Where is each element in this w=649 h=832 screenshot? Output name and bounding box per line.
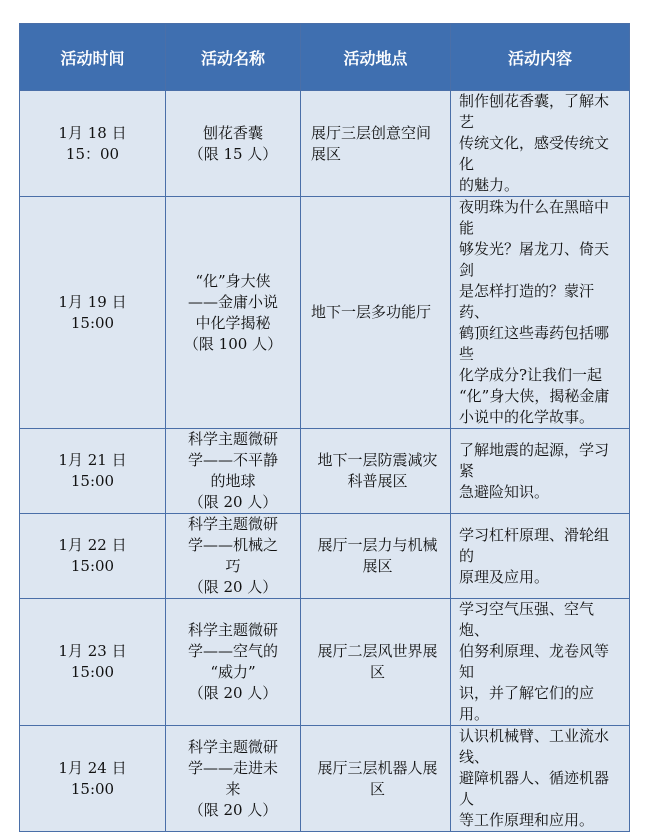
location-cell (301, 429, 451, 514)
location-text: 展厅二层风世界展 区 (317, 642, 438, 681)
header-location: 活动地点 (301, 24, 451, 91)
time-cell (20, 91, 166, 197)
activity-table (19, 23, 630, 832)
time-cell (20, 429, 166, 514)
content-cell (451, 429, 630, 514)
name-cell (166, 599, 301, 726)
name-cell (166, 91, 301, 197)
header-content: 活动内容 (451, 24, 630, 91)
location-text: 地下一层多功能厅 (311, 303, 432, 321)
content-text: 学习空气压强、空气炮、 伯努利原理、龙卷风等知 识，并了解它们的应用。 (459, 600, 610, 723)
location-text: 展厅三层机器人展 区 (317, 758, 438, 798)
table-row (20, 91, 630, 197)
table-header (20, 24, 630, 91)
content-text: 制作刨花香囊，了解木艺 传统文化，感受传统文化 的魅力。 (459, 92, 610, 194)
time-text: 1月 21 日 15:00 (58, 451, 127, 490)
name-text: 科学主题微研 学——不平静 的地球 （限 20 人） (187, 430, 278, 511)
content-cell (451, 599, 630, 726)
content-cell (451, 91, 630, 197)
location-text: 地下一层防震减灾 科普展区 (317, 451, 438, 490)
content-text: 认识机械臂、工业流水线、 避障机器人、循迹机器人 等工作原理和应用。 (459, 727, 610, 829)
location-text: 展厅一层力与机械 展区 (317, 536, 438, 575)
content-text: 了解地震的起源，学习紧 急避险知识。 (459, 440, 610, 501)
location-cell (301, 197, 451, 429)
time-cell (20, 514, 166, 599)
name-cell (166, 514, 301, 599)
location-cell (301, 91, 451, 197)
location-cell (301, 599, 451, 726)
time-cell (20, 599, 166, 726)
name-cell (166, 429, 301, 514)
location-cell (301, 726, 451, 832)
time-cell (20, 726, 166, 832)
location-text: 展厅三层创意空间 展区 (311, 123, 432, 163)
table-body (20, 91, 630, 832)
name-text: 科学主题微研 学——机械之 巧 （限 20 人） (187, 515, 278, 596)
content-text: 夜明珠为什么在黑暗中能 够发光？屠龙刀、倚天剑 是怎样打造的？蒙汗药、 鹤顶红这些毒药包括哪些 化学成分?让我们一起 “化”身大侠，揭秘金庸 小说中的化学故事。 (459, 198, 610, 426)
content-cell (451, 726, 630, 832)
time-text: 1月 22 日 15:00 (58, 536, 127, 575)
content-cell (451, 197, 630, 429)
header-time: 活动时间 (20, 24, 166, 91)
header-name: 活动名称 (166, 24, 301, 91)
time-text: 1月 18 日 15：00 (58, 123, 127, 163)
name-text: 科学主题微研 学——走进未 来 （限 20 人） (187, 737, 278, 819)
content-text: 学习杠杆原理、滑轮组的 原理及应用。 (459, 525, 610, 586)
location-cell (301, 514, 451, 599)
name-cell (166, 726, 301, 832)
table-row (20, 726, 630, 832)
name-text: “化”身大侠 ——金庸小说 中化学揭秘 （限 100 人） (183, 271, 283, 353)
table-row (20, 599, 630, 726)
header-row (20, 24, 630, 91)
name-text: 科学主题微研 学——空气的 “威力” （限 20 人） (187, 621, 278, 702)
table-row (20, 429, 630, 514)
name-cell (166, 197, 301, 429)
table-row (20, 197, 630, 429)
content-cell (451, 514, 630, 599)
time-cell (20, 197, 166, 429)
time-text: 1月 19 日 15:00 (58, 292, 127, 332)
table-row (20, 514, 630, 599)
time-text: 1月 24 日 15:00 (58, 758, 127, 798)
time-text: 1月 23 日 15:00 (58, 642, 127, 681)
name-text: 刨花香囊 （限 15 人） (188, 123, 278, 163)
